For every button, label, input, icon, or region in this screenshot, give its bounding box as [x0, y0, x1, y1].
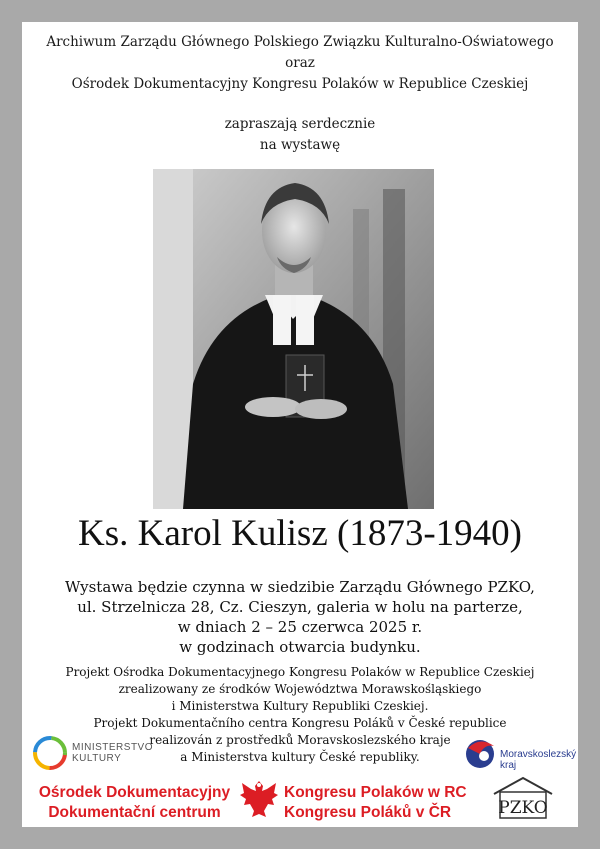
pzko-logo-text: PZKO [498, 798, 548, 818]
footer-right-line-2: Kongresu Poláků v ČR [284, 804, 452, 821]
project-line-3: i Ministerstwa Kultury Republiki Czeskiej. [171, 699, 429, 713]
region-logo-text: Moravskoslezský kraj [500, 749, 577, 771]
info-line-4: w godzinach otwarcia budynku. [179, 638, 421, 656]
polish-eagle-icon [236, 777, 282, 821]
footer-left-line-1: Ośrodek Dokumentacyjny [38, 784, 231, 801]
info-line-1: Wystawa będzie czynna w siedzibie Zarządu Głównego PZKO, [65, 578, 535, 596]
exhibition-info [22, 577, 578, 657]
info-line-2: ul. Strzelnicza 28, Cz. Cieszyn, galeria w holu na parterze, [77, 598, 523, 616]
moravskoslezsky-kraj-logo [462, 734, 577, 774]
project-line-1: Projekt Ośrodka Dokumentacyjnego Kongresu Polaków w Republice Czeskiej [65, 665, 535, 679]
ministry-emblem-icon [32, 735, 68, 771]
region-emblem-icon [462, 734, 498, 770]
pzko-logo [488, 774, 558, 822]
footer-center-name [32, 783, 237, 823]
invitation-text [22, 114, 578, 156]
footer-left-line-2: Dokumentační centrum [48, 804, 221, 821]
project-line-5: realizován z prostředků Moravskoslezského kraje [149, 733, 451, 747]
ministry-logo-text: MINISTERSTVO KULTURY [72, 742, 154, 764]
project-line-4: Projekt Dokumentačního centra Kongresu Poláků v České republice [93, 716, 507, 730]
organizers-header [22, 32, 578, 95]
project-line-6: a Ministerstva kultury České republiky. [180, 750, 420, 764]
ministry-of-culture-logo [32, 735, 172, 773]
footer-right-line-1: Kongresu Polaków w RC [284, 784, 467, 801]
footer-congress-name [284, 783, 484, 823]
project-line-2: zrealizowany ze środków Województwa Morawskośląskiego [118, 682, 482, 696]
invitation-line-1: zapraszają serdecznie [224, 116, 376, 132]
poster [22, 22, 578, 827]
organizer-1: Archiwum Zarządu Głównego Polskiego Związku Kulturalno-Oświatowego [46, 34, 554, 50]
invitation-line-2: na wystawę [259, 137, 341, 153]
exhibition-title: Ks. Karol Kulisz (1873-1940) [78, 513, 522, 554]
organizer-conjunction: oraz [285, 55, 315, 71]
info-line-3: w dniach 2 – 25 czerwca 2025 r. [177, 618, 423, 636]
organizer-2: Ośrodek Dokumentacyjny Kongresu Polaków w Republice Czeskiej [71, 76, 529, 92]
portrait-photo [153, 169, 434, 509]
